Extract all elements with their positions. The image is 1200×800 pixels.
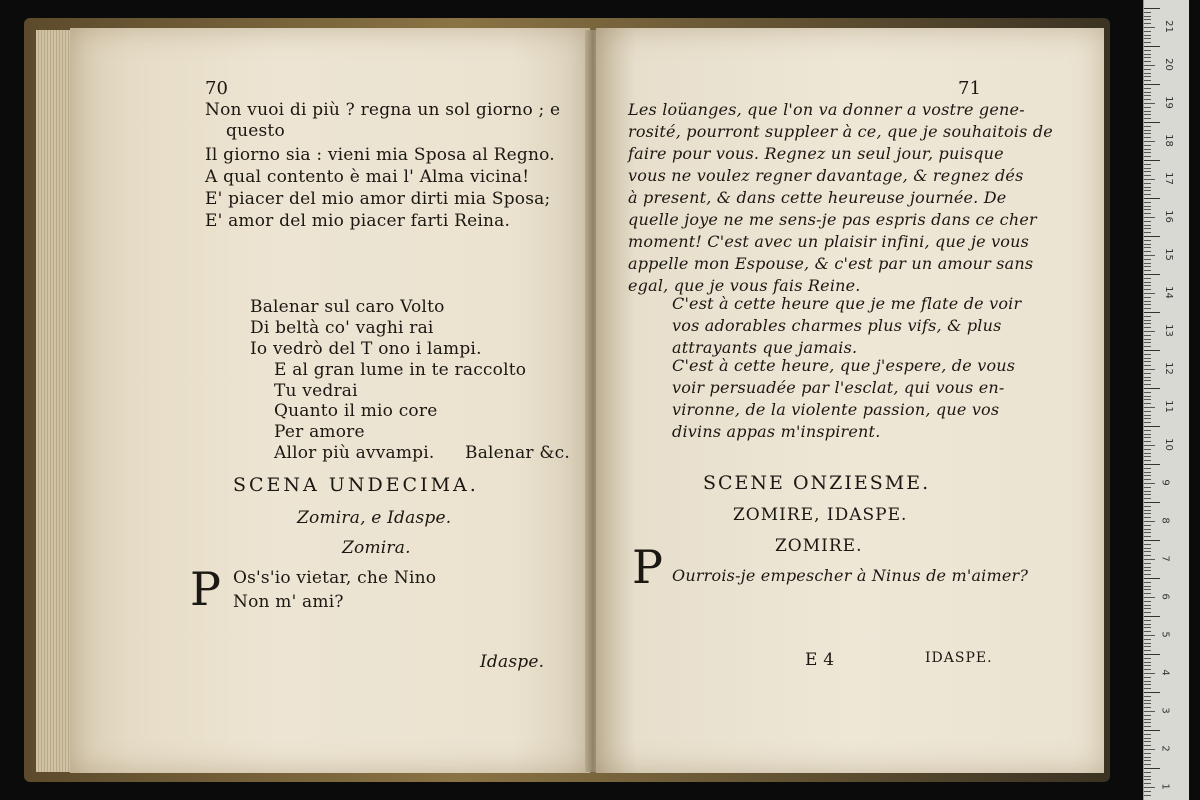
ruler-tick <box>1144 749 1155 750</box>
ruler-label: 3 <box>1159 707 1171 714</box>
ruler-tick <box>1144 540 1160 541</box>
ruler-tick <box>1144 650 1151 651</box>
ruler-tick <box>1144 331 1155 332</box>
left-catchword: Idaspe. <box>480 652 545 672</box>
ruler-tick <box>1144 491 1151 492</box>
ruler-label: 20 <box>1162 58 1174 72</box>
ruler-tick <box>1144 88 1151 89</box>
ruler-tick <box>1144 392 1151 393</box>
ruler-tick <box>1144 559 1155 560</box>
ruler-tick <box>1144 278 1151 279</box>
ruler-tick <box>1144 472 1151 473</box>
ruler-tick <box>1144 361 1151 362</box>
ruler-label: 11 <box>1162 400 1174 414</box>
prose-line: à present, & dans cette heureuse journée. De <box>628 188 1007 207</box>
ruler-tick <box>1144 719 1151 720</box>
ruler-tick <box>1144 202 1151 203</box>
ruler-tick <box>1144 734 1151 735</box>
prose-line: C'est à cette heure, que j'espere, de vous <box>672 356 1016 375</box>
ruler-tick <box>1144 194 1151 195</box>
ruler-tick <box>1144 430 1151 431</box>
ruler-tick <box>1144 593 1151 594</box>
ruler-label: 19 <box>1162 96 1174 110</box>
ruler-tick <box>1144 285 1151 286</box>
ruler-tick <box>1144 259 1151 260</box>
ruler-tick <box>1144 141 1155 142</box>
ruler-tick <box>1144 316 1151 317</box>
ruler-tick <box>1144 779 1151 780</box>
ruler-tick <box>1144 745 1151 746</box>
ruler-tick <box>1144 422 1151 423</box>
ruler-tick <box>1144 342 1151 343</box>
ruler-tick <box>1144 418 1151 419</box>
ruler-tick <box>1144 513 1151 514</box>
ruler-tick <box>1144 266 1151 267</box>
ruler-tick <box>1144 415 1151 416</box>
ruler-tick <box>1144 494 1151 495</box>
ruler-tick <box>1144 536 1151 537</box>
right-characters: ZOMIRE, IDASPE. <box>733 505 908 525</box>
ruler-tick <box>1144 304 1151 305</box>
ruler-label: 7 <box>1159 555 1171 562</box>
ruler-tick <box>1144 99 1151 100</box>
ruler-tick <box>1144 152 1151 153</box>
ruler-tick <box>1144 692 1160 693</box>
ruler-tick <box>1144 612 1151 613</box>
ruler-tick <box>1144 407 1155 408</box>
ruler-tick <box>1144 795 1151 796</box>
ruler-tick <box>1144 479 1151 480</box>
ruler-tick <box>1144 270 1151 271</box>
ruler-tick <box>1144 475 1151 476</box>
ruler-tick <box>1144 8 1160 9</box>
ruler-tick <box>1144 289 1151 290</box>
ruler-tick <box>1144 757 1151 758</box>
right-speaker: ZOMIRE. <box>775 536 863 556</box>
ruler-tick <box>1144 323 1151 324</box>
prose-line: egal, que je vous fais Reine. <box>628 276 861 295</box>
prose-line: quelle joye ne me sens-je pas espris dans ce cher <box>628 210 1037 229</box>
aria-line: Di beltà co' vaghi rai <box>250 318 434 338</box>
ruler-tick <box>1144 483 1155 484</box>
ruler-tick <box>1144 19 1151 20</box>
ruler-tick <box>1144 635 1155 636</box>
ruler-tick <box>1144 46 1160 47</box>
ruler-tick <box>1144 373 1151 374</box>
ruler-tick <box>1144 487 1151 488</box>
ruler-tick <box>1144 570 1151 571</box>
ruler-tick <box>1144 23 1151 24</box>
ruler-tick <box>1144 631 1151 632</box>
ruler-tick <box>1144 137 1151 138</box>
ruler-tick <box>1144 646 1151 647</box>
ruler-tick <box>1144 133 1151 134</box>
ruler-label: 8 <box>1159 517 1171 524</box>
ruler-tick <box>1144 677 1151 678</box>
ruler-tick <box>1144 688 1151 689</box>
ruler-tick <box>1144 107 1151 108</box>
ruler-tick <box>1144 118 1151 119</box>
ruler-tick <box>1144 453 1151 454</box>
ruler-tick <box>1144 38 1151 39</box>
ruler-tick <box>1144 358 1151 359</box>
ruler-tick <box>1144 643 1151 644</box>
aria-line: Allor più avvampi. <box>274 443 435 463</box>
ruler-tick <box>1144 308 1151 309</box>
ruler-tick <box>1144 669 1151 670</box>
ruler-label: 4 <box>1159 669 1171 676</box>
ruler-tick <box>1144 711 1155 712</box>
ruler-tick <box>1144 198 1160 199</box>
left-page-number: 70 <box>205 78 228 99</box>
ruler-tick <box>1144 776 1151 777</box>
ruler-tick <box>1144 388 1160 389</box>
ruler-tick <box>1144 696 1151 697</box>
aria-repeat: Balenar &c. <box>465 443 570 463</box>
left-characters: Zomira, e Idaspe. <box>297 508 452 528</box>
ruler-tick <box>1144 715 1151 716</box>
prose-line: vos adorables charmes plus vifs, & plus <box>672 316 1002 335</box>
ruler-tick <box>1144 460 1151 461</box>
ruler-tick <box>1144 187 1151 188</box>
ruler-tick <box>1144 525 1151 526</box>
ruler-tick <box>1144 175 1151 176</box>
ruler-tick <box>1144 16 1151 17</box>
ruler-tick <box>1144 327 1151 328</box>
prose-line: Les loüanges, que l'on va donner a vostre gene- <box>628 100 1025 119</box>
ruler-tick <box>1144 787 1155 788</box>
ruler-tick <box>1144 335 1151 336</box>
left-speech-line: Os's'io vietar, che Nino <box>233 568 437 588</box>
ruler-tick <box>1144 563 1151 564</box>
ruler-label: 13 <box>1162 324 1174 338</box>
ruler-tick <box>1144 411 1151 412</box>
right-page-number: 71 <box>958 78 981 99</box>
ruler-tick <box>1144 251 1151 252</box>
ruler-tick <box>1144 768 1160 769</box>
ruler-tick <box>1144 190 1151 191</box>
prose-line: appelle mon Espouse, & c'est par un amour sans <box>628 254 1034 273</box>
prose-line: rosité, pourront suppleer à ce, que je souhaitois de <box>628 122 1053 141</box>
ruler-tick <box>1144 510 1151 511</box>
ruler-tick <box>1144 551 1151 552</box>
ruler-tick <box>1144 168 1151 169</box>
verse-line: E' amor del mio piacer farti Reina. <box>205 211 511 231</box>
right-scene-title: SCENE ONZIESME. <box>703 472 931 494</box>
ruler-tick <box>1144 532 1151 533</box>
ruler-tick <box>1144 468 1151 469</box>
ruler-tick <box>1144 149 1151 150</box>
ruler-tick <box>1144 35 1151 36</box>
ruler-tick <box>1144 521 1155 522</box>
ruler-tick <box>1144 753 1151 754</box>
ruler-tick <box>1144 297 1151 298</box>
ruler-tick <box>1144 654 1160 655</box>
ruler-tick <box>1144 639 1151 640</box>
right-catchword: IDASPE. <box>925 650 993 666</box>
ruler-tick <box>1144 126 1151 127</box>
ruler-tick <box>1144 555 1151 556</box>
ruler-tick <box>1144 399 1151 400</box>
ruler-label: 16 <box>1162 210 1174 224</box>
ruler-tick <box>1144 548 1151 549</box>
right-speech-line: Ourrois-je empescher à Ninus de m'aimer? <box>672 566 1029 585</box>
verse-line: Non vuoi di più ? regna un sol giorno ; e <box>205 100 561 120</box>
ruler-tick <box>1144 703 1151 704</box>
ruler-label: 10 <box>1162 438 1174 452</box>
ruler-tick <box>1144 320 1151 321</box>
ruler-tick <box>1144 225 1151 226</box>
ruler-tick <box>1144 73 1151 74</box>
ruler-tick <box>1144 772 1151 773</box>
aria-line: Tu vedrai <box>274 381 358 401</box>
ruler-tick <box>1144 339 1151 340</box>
ruler-tick <box>1144 665 1151 666</box>
ruler-tick <box>1144 627 1151 628</box>
ruler-tick <box>1144 236 1160 237</box>
ruler-tick <box>1144 529 1151 530</box>
ruler-tick <box>1144 722 1151 723</box>
ruler-tick <box>1144 377 1151 378</box>
ruler-tick <box>1144 608 1151 609</box>
ruler-tick <box>1144 578 1160 579</box>
ruler-tick <box>1144 221 1151 222</box>
ruler-tick <box>1144 700 1151 701</box>
ruler-label: 6 <box>1159 593 1171 600</box>
ruler-tick <box>1144 263 1151 264</box>
ruler-tick <box>1144 217 1155 218</box>
ruler-tick <box>1144 54 1151 55</box>
ruler-tick <box>1144 582 1151 583</box>
ruler-tick <box>1144 282 1151 283</box>
ruler-tick <box>1144 673 1155 674</box>
ruler-tick <box>1144 65 1155 66</box>
ruler-tick <box>1144 27 1155 28</box>
ruler-tick <box>1144 574 1151 575</box>
ruler-tick <box>1144 369 1155 370</box>
ruler-tick <box>1144 92 1151 93</box>
prose-line: divins appas m'inspirent. <box>672 422 881 441</box>
left-speaker: Zomira. <box>342 538 411 558</box>
ruler-tick <box>1144 589 1151 590</box>
ruler-tick <box>1144 57 1151 58</box>
verse-line: A qual contento è mai l' Alma vicina! <box>205 167 530 187</box>
left-speech-line: Non m' ami? <box>233 592 344 612</box>
ruler-tick <box>1144 707 1151 708</box>
ruler-tick <box>1144 95 1151 96</box>
ruler-tick <box>1144 183 1151 184</box>
ruler-tick <box>1144 384 1151 385</box>
ruler-tick <box>1144 247 1151 248</box>
ruler-tick <box>1144 498 1151 499</box>
ruler-tick <box>1144 434 1151 435</box>
ruler-tick <box>1144 441 1151 442</box>
ruler-tick <box>1144 764 1151 765</box>
ruler-tick <box>1144 783 1151 784</box>
ruler-tick <box>1144 179 1155 180</box>
ruler-tick <box>1144 354 1151 355</box>
measurement-ruler <box>1143 0 1189 800</box>
ruler-tick <box>1144 586 1151 587</box>
verse-line: E' piacer del mio amor dirti mia Sposa; <box>205 189 551 209</box>
aria-line: Balenar sul caro Volto <box>250 297 445 317</box>
ruler-label: 5 <box>1159 631 1171 638</box>
ruler-tick <box>1144 597 1155 598</box>
ruler-tick <box>1144 726 1151 727</box>
left-drop-cap: P <box>190 562 221 616</box>
prose-line: faire pour vous. Regnez un seul jour, puisque <box>628 144 1004 163</box>
ruler-label: 21 <box>1162 20 1174 34</box>
left-scene-title: SCENA UNDECIMA. <box>233 474 479 496</box>
aria-line: Quanto il mio core <box>274 401 438 421</box>
ruler-tick <box>1144 111 1151 112</box>
prose-line: voir persuadée par l'esclat, qui vous en- <box>672 378 1005 397</box>
ruler-tick <box>1144 403 1151 404</box>
ruler-label: 1 <box>1159 783 1171 790</box>
verse-line: questo <box>226 121 285 141</box>
ruler-tick <box>1144 449 1151 450</box>
right-drop-cap: P <box>632 540 663 594</box>
aria-line: Io vedrò del T ono i lampi. <box>250 339 482 359</box>
signature-mark: E 4 <box>805 650 835 670</box>
ruler-label: 9 <box>1159 479 1171 486</box>
ruler-tick <box>1144 312 1160 313</box>
ruler-tick <box>1144 69 1151 70</box>
ruler-tick <box>1144 50 1151 51</box>
ruler-tick <box>1144 426 1160 427</box>
ruler-tick <box>1144 103 1155 104</box>
ruler-tick <box>1144 232 1151 233</box>
ruler-tick <box>1144 620 1151 621</box>
ruler-tick <box>1144 681 1151 682</box>
ruler-tick <box>1144 156 1151 157</box>
ruler-tick <box>1144 396 1151 397</box>
ruler-tick <box>1144 567 1151 568</box>
ruler-tick <box>1144 730 1160 731</box>
ruler-tick <box>1144 380 1151 381</box>
ruler-tick <box>1144 12 1151 13</box>
ruler-tick <box>1144 228 1151 229</box>
ruler-tick <box>1144 684 1151 685</box>
ruler-tick <box>1144 80 1151 81</box>
verse-line: Il giorno sia : vieni mia Sposa al Regno. <box>205 145 555 165</box>
ruler-tick <box>1144 791 1151 792</box>
ruler-tick <box>1144 122 1160 123</box>
ruler-tick <box>1144 350 1160 351</box>
ruler-tick <box>1144 760 1151 761</box>
ruler-tick <box>1144 601 1151 602</box>
prose-line: attrayants que jamais. <box>672 338 858 357</box>
ruler-tick <box>1144 209 1151 210</box>
ruler-tick <box>1144 206 1151 207</box>
ruler-tick <box>1144 61 1151 62</box>
ruler-tick <box>1144 171 1151 172</box>
ruler-tick <box>1144 84 1160 85</box>
ruler-tick <box>1144 517 1151 518</box>
ruler-tick <box>1144 456 1151 457</box>
ruler-tick <box>1144 437 1151 438</box>
ruler-tick <box>1144 213 1151 214</box>
ruler-tick <box>1144 76 1151 77</box>
ruler-tick <box>1144 365 1151 366</box>
ruler-label: 15 <box>1162 248 1174 262</box>
ruler-tick <box>1144 160 1160 161</box>
ruler-tick <box>1144 293 1155 294</box>
ruler-tick <box>1144 301 1151 302</box>
prose-line: C'est à cette heure que je me flate de voir <box>672 294 1022 313</box>
ruler-tick <box>1144 114 1151 115</box>
ruler-tick <box>1144 506 1151 507</box>
ruler-tick <box>1144 274 1160 275</box>
ruler-tick <box>1144 605 1151 606</box>
ruler-tick <box>1144 346 1151 347</box>
ruler-tick <box>1144 42 1151 43</box>
ruler-tick <box>1144 240 1151 241</box>
ruler-tick <box>1144 658 1151 659</box>
ruler-tick <box>1144 445 1155 446</box>
ruler-tick <box>1144 31 1151 32</box>
ruler-tick <box>1144 130 1151 131</box>
ruler-tick <box>1144 145 1151 146</box>
aria-line: E al gran lume in te raccolto <box>274 360 527 380</box>
ruler-label: 2 <box>1159 745 1171 752</box>
ruler-label: 12 <box>1162 362 1174 376</box>
ruler-tick <box>1144 464 1160 465</box>
ruler-label: 18 <box>1162 134 1174 148</box>
prose-line: moment! C'est avec un plaisir infini, que je vous <box>628 232 1030 251</box>
ruler-label: 17 <box>1162 172 1174 186</box>
ruler-tick <box>1144 741 1151 742</box>
ruler-tick <box>1144 255 1155 256</box>
ruler-tick <box>1144 502 1160 503</box>
ruler-tick <box>1144 164 1151 165</box>
prose-line: vous ne voulez regner davantage, & regnez dés <box>628 166 1024 185</box>
ruler-tick <box>1144 616 1160 617</box>
ruler-tick <box>1144 662 1151 663</box>
ruler-tick <box>1144 624 1151 625</box>
prose-line: vironne, de la violente passion, que vos <box>672 400 1000 419</box>
aria-line: Per amore <box>274 422 365 442</box>
ruler-tick <box>1144 738 1151 739</box>
ruler-tick <box>1144 244 1151 245</box>
ruler-label: 14 <box>1162 286 1174 300</box>
ruler-tick <box>1144 544 1151 545</box>
